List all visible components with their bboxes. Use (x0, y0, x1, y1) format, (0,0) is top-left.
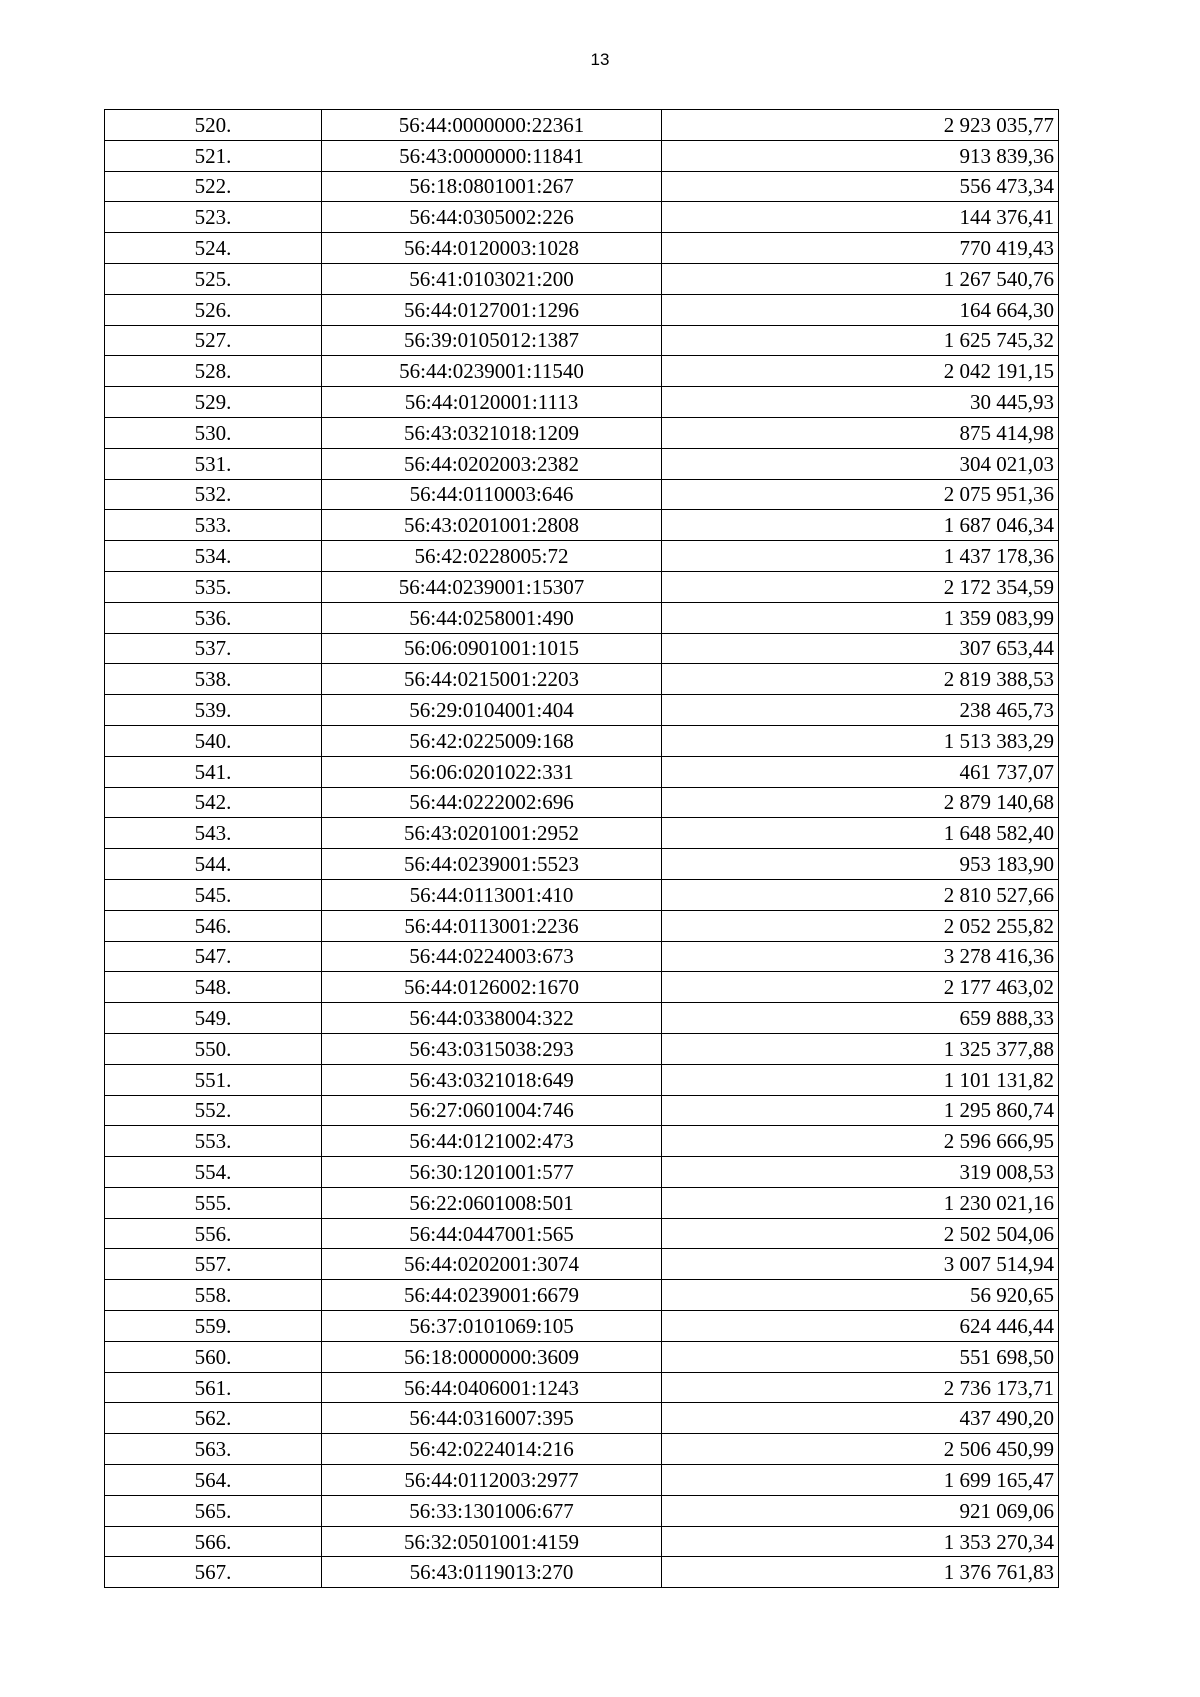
cadastral-number-cell: 56:32:0501001:4159 (322, 1526, 662, 1557)
table-row (105, 1465, 1059, 1496)
table-row (105, 1557, 1059, 1588)
cadastral-value-cell: 1 376 761,83 (662, 1557, 1059, 1588)
row-number-cell: 549. (105, 1003, 322, 1034)
table-row (105, 1372, 1059, 1403)
cadastral-number-cell: 56:44:0202003:2382 (322, 448, 662, 479)
cadastral-value-cell: 3 007 514,94 (662, 1249, 1059, 1280)
table-row (105, 1311, 1059, 1342)
table-body (105, 110, 1059, 1588)
row-number-cell: 545. (105, 879, 322, 910)
cadastral-value-cell: 1 230 021,16 (662, 1187, 1059, 1218)
table-row (105, 602, 1059, 633)
table-row (105, 633, 1059, 664)
cadastral-value-cell: 1 625 745,32 (662, 325, 1059, 356)
cadastral-number-cell: 56:18:0801001:267 (322, 171, 662, 202)
cadastral-value-cell: 56 920,65 (662, 1280, 1059, 1311)
table-row (105, 941, 1059, 972)
cadastral-value-cell: 770 419,43 (662, 233, 1059, 264)
table-row (105, 818, 1059, 849)
row-number-cell: 559. (105, 1311, 322, 1342)
table-row (105, 571, 1059, 602)
row-number-cell: 521. (105, 140, 322, 171)
table-row (105, 1341, 1059, 1372)
cadastral-value-cell: 2 052 255,82 (662, 910, 1059, 941)
table-row (105, 1187, 1059, 1218)
cadastral-value-cell: 2 177 463,02 (662, 972, 1059, 1003)
cadastral-number-cell: 56:44:0110003:646 (322, 479, 662, 510)
cadastral-value-cell: 2 596 666,95 (662, 1126, 1059, 1157)
row-number-cell: 525. (105, 263, 322, 294)
cadastral-number-cell: 56:44:0215001:2203 (322, 664, 662, 695)
cadastral-number-cell: 56:44:0113001:410 (322, 879, 662, 910)
cadastral-number-cell: 56:44:0222002:696 (322, 787, 662, 818)
cadastral-value-cell: 2 506 450,99 (662, 1434, 1059, 1465)
cadastral-value-cell: 624 446,44 (662, 1311, 1059, 1342)
row-number-cell: 560. (105, 1341, 322, 1372)
cadastral-value-cell: 1 359 083,99 (662, 602, 1059, 633)
table-row (105, 1526, 1059, 1557)
cadastral-number-cell: 56:06:0901001:1015 (322, 633, 662, 664)
cadastral-value-cell: 2 819 388,53 (662, 664, 1059, 695)
cadastral-number-cell: 56:30:1201001:577 (322, 1157, 662, 1188)
row-number-cell: 548. (105, 972, 322, 1003)
cadastral-number-cell: 56:27:0601004:746 (322, 1095, 662, 1126)
cadastral-number-cell: 56:44:0120001:1113 (322, 387, 662, 418)
cadastral-number-cell: 56:42:0224014:216 (322, 1434, 662, 1465)
cadastral-number-cell: 56:44:0305002:226 (322, 202, 662, 233)
cadastral-number-cell: 56:29:0104001:404 (322, 695, 662, 726)
cadastral-value-cell: 307 653,44 (662, 633, 1059, 664)
row-number-cell: 544. (105, 849, 322, 880)
table-row (105, 1495, 1059, 1526)
cadastral-value-cell: 2 736 173,71 (662, 1372, 1059, 1403)
cadastral-value-cell: 304 021,03 (662, 448, 1059, 479)
table-row (105, 356, 1059, 387)
cadastral-number-cell: 56:43:0000000:11841 (322, 140, 662, 171)
row-number-cell: 535. (105, 571, 322, 602)
cadastral-number-cell: 56:44:0000000:22361 (322, 110, 662, 141)
cadastral-number-cell: 56:06:0201022:331 (322, 756, 662, 787)
row-number-cell: 523. (105, 202, 322, 233)
cadastral-number-cell: 56:22:0601008:501 (322, 1187, 662, 1218)
cadastral-value-cell: 2 502 504,06 (662, 1218, 1059, 1249)
cadastral-number-cell: 56:43:0201001:2808 (322, 510, 662, 541)
row-number-cell: 522. (105, 171, 322, 202)
cadastral-value-cell: 164 664,30 (662, 294, 1059, 325)
table-row (105, 140, 1059, 171)
table-row (105, 756, 1059, 787)
cadastral-value-cell: 1 437 178,36 (662, 541, 1059, 572)
table-row (105, 1064, 1059, 1095)
cadastral-number-cell: 56:44:0447001:565 (322, 1218, 662, 1249)
cadastral-value-cell: 953 183,90 (662, 849, 1059, 880)
cadastral-number-cell: 56:44:0112003:2977 (322, 1465, 662, 1496)
cadastral-value-cell: 2 810 527,66 (662, 879, 1059, 910)
table-row (105, 1434, 1059, 1465)
cadastral-value-cell: 921 069,06 (662, 1495, 1059, 1526)
cadastral-value-cell: 875 414,98 (662, 417, 1059, 448)
row-number-cell: 537. (105, 633, 322, 664)
table-row (105, 110, 1059, 141)
cadastral-value-cell: 319 008,53 (662, 1157, 1059, 1188)
row-number-cell: 529. (105, 387, 322, 418)
cadastral-number-cell: 56:44:0239001:15307 (322, 571, 662, 602)
row-number-cell: 556. (105, 1218, 322, 1249)
cadastral-value-cell: 1 101 131,82 (662, 1064, 1059, 1095)
row-number-cell: 527. (105, 325, 322, 356)
table-row (105, 1403, 1059, 1434)
row-number-cell: 553. (105, 1126, 322, 1157)
cadastral-number-cell: 56:43:0119013:270 (322, 1557, 662, 1588)
row-number-cell: 541. (105, 756, 322, 787)
row-number-cell: 540. (105, 725, 322, 756)
cadastral-value-cell: 437 490,20 (662, 1403, 1059, 1434)
table-row (105, 695, 1059, 726)
cadastral-number-cell: 56:44:0239001:5523 (322, 849, 662, 880)
table-row (105, 849, 1059, 880)
cadastral-number-cell: 56:37:0101069:105 (322, 1311, 662, 1342)
cadastral-number-cell: 56:44:0316007:395 (322, 1403, 662, 1434)
cadastral-number-cell: 56:44:0406001:1243 (322, 1372, 662, 1403)
table-row (105, 1218, 1059, 1249)
table-row (105, 1095, 1059, 1126)
cadastral-number-cell: 56:44:0202001:3074 (322, 1249, 662, 1280)
cadastral-number-cell: 56:43:0315038:293 (322, 1033, 662, 1064)
cadastral-value-cell: 913 839,36 (662, 140, 1059, 171)
row-number-cell: 542. (105, 787, 322, 818)
table-row (105, 325, 1059, 356)
cadastral-number-cell: 56:44:0113001:2236 (322, 910, 662, 941)
cadastral-value-cell: 3 278 416,36 (662, 941, 1059, 972)
cadastral-number-cell: 56:43:0321018:1209 (322, 417, 662, 448)
cadastral-value-cell: 556 473,34 (662, 171, 1059, 202)
table-row (105, 387, 1059, 418)
cadastral-number-cell: 56:43:0321018:649 (322, 1064, 662, 1095)
cadastral-value-cell: 1 648 582,40 (662, 818, 1059, 849)
table-row (105, 1249, 1059, 1280)
table-row (105, 510, 1059, 541)
cadastral-value-cell: 1 353 270,34 (662, 1526, 1059, 1557)
cadastral-value-cell: 551 698,50 (662, 1341, 1059, 1372)
cadastral-number-cell: 56:42:0228005:72 (322, 541, 662, 572)
row-number-cell: 533. (105, 510, 322, 541)
cadastral-number-cell: 56:43:0201001:2952 (322, 818, 662, 849)
cadastral-number-cell: 56:44:0338004:322 (322, 1003, 662, 1034)
table-row (105, 294, 1059, 325)
row-number-cell: 565. (105, 1495, 322, 1526)
cadastral-value-cell: 144 376,41 (662, 202, 1059, 233)
table-row (105, 972, 1059, 1003)
cadastral-number-cell: 56:44:0127001:1296 (322, 294, 662, 325)
table-row (105, 448, 1059, 479)
table-row (105, 1157, 1059, 1188)
cadastral-value-cell: 1 687 046,34 (662, 510, 1059, 541)
row-number-cell: 551. (105, 1064, 322, 1095)
table-row (105, 263, 1059, 294)
cadastral-number-cell: 56:44:0258001:490 (322, 602, 662, 633)
cadastral-value-cell: 659 888,33 (662, 1003, 1059, 1034)
cadastral-number-cell: 56:44:0239001:11540 (322, 356, 662, 387)
table-row (105, 1280, 1059, 1311)
cadastral-number-cell: 56:44:0120003:1028 (322, 233, 662, 264)
cadastral-value-cell: 461 737,07 (662, 756, 1059, 787)
row-number-cell: 546. (105, 910, 322, 941)
cadastral-number-cell: 56:33:1301006:677 (322, 1495, 662, 1526)
row-number-cell: 566. (105, 1526, 322, 1557)
row-number-cell: 557. (105, 1249, 322, 1280)
cadastral-value-cell: 1 267 540,76 (662, 263, 1059, 294)
cadastral-value-cell: 1 325 377,88 (662, 1033, 1059, 1064)
table-row (105, 664, 1059, 695)
table-row (105, 541, 1059, 572)
table-row (105, 787, 1059, 818)
table-row (105, 171, 1059, 202)
table-row (105, 233, 1059, 264)
cadastral-value-table (104, 109, 1059, 1588)
row-number-cell: 530. (105, 417, 322, 448)
cadastral-number-cell: 56:18:0000000:3609 (322, 1341, 662, 1372)
row-number-cell: 543. (105, 818, 322, 849)
page-number: 13 (590, 50, 610, 69)
table-row (105, 417, 1059, 448)
table-row (105, 725, 1059, 756)
cadastral-value-cell: 2 879 140,68 (662, 787, 1059, 818)
table-row (105, 910, 1059, 941)
cadastral-value-cell: 1 513 383,29 (662, 725, 1059, 756)
row-number-cell: 562. (105, 1403, 322, 1434)
row-number-cell: 538. (105, 664, 322, 695)
cadastral-value-cell: 2 075 951,36 (662, 479, 1059, 510)
cadastral-value-cell: 1 295 860,74 (662, 1095, 1059, 1126)
cadastral-number-cell: 56:44:0239001:6679 (322, 1280, 662, 1311)
cadastral-number-cell: 56:39:0105012:1387 (322, 325, 662, 356)
row-number-cell: 534. (105, 541, 322, 572)
cadastral-value-cell: 2 923 035,77 (662, 110, 1059, 141)
row-number-cell: 528. (105, 356, 322, 387)
row-number-cell: 555. (105, 1187, 322, 1218)
cadastral-number-cell: 56:42:0225009:168 (322, 725, 662, 756)
row-number-cell: 563. (105, 1434, 322, 1465)
row-number-cell: 561. (105, 1372, 322, 1403)
row-number-cell: 532. (105, 479, 322, 510)
row-number-cell: 531. (105, 448, 322, 479)
cadastral-value-cell: 2 172 354,59 (662, 571, 1059, 602)
row-number-cell: 526. (105, 294, 322, 325)
cadastral-number-cell: 56:44:0224003:673 (322, 941, 662, 972)
row-number-cell: 554. (105, 1157, 322, 1188)
cadastral-number-cell: 56:44:0121002:473 (322, 1126, 662, 1157)
table-row (105, 202, 1059, 233)
table-row (105, 479, 1059, 510)
row-number-cell: 567. (105, 1557, 322, 1588)
cadastral-value-cell: 2 042 191,15 (662, 356, 1059, 387)
cadastral-value-cell: 30 445,93 (662, 387, 1059, 418)
cadastral-value-cell: 238 465,73 (662, 695, 1059, 726)
row-number-cell: 558. (105, 1280, 322, 1311)
cadastral-value-cell: 1 699 165,47 (662, 1465, 1059, 1496)
cadastral-number-cell: 56:44:0126002:1670 (322, 972, 662, 1003)
row-number-cell: 552. (105, 1095, 322, 1126)
table-row (105, 1003, 1059, 1034)
table-row (105, 1033, 1059, 1064)
row-number-cell: 520. (105, 110, 322, 141)
row-number-cell: 539. (105, 695, 322, 726)
row-number-cell: 536. (105, 602, 322, 633)
table-row (105, 1126, 1059, 1157)
cadastral-number-cell: 56:41:0103021:200 (322, 263, 662, 294)
row-number-cell: 547. (105, 941, 322, 972)
row-number-cell: 524. (105, 233, 322, 264)
row-number-cell: 564. (105, 1465, 322, 1496)
row-number-cell: 550. (105, 1033, 322, 1064)
table-row (105, 879, 1059, 910)
